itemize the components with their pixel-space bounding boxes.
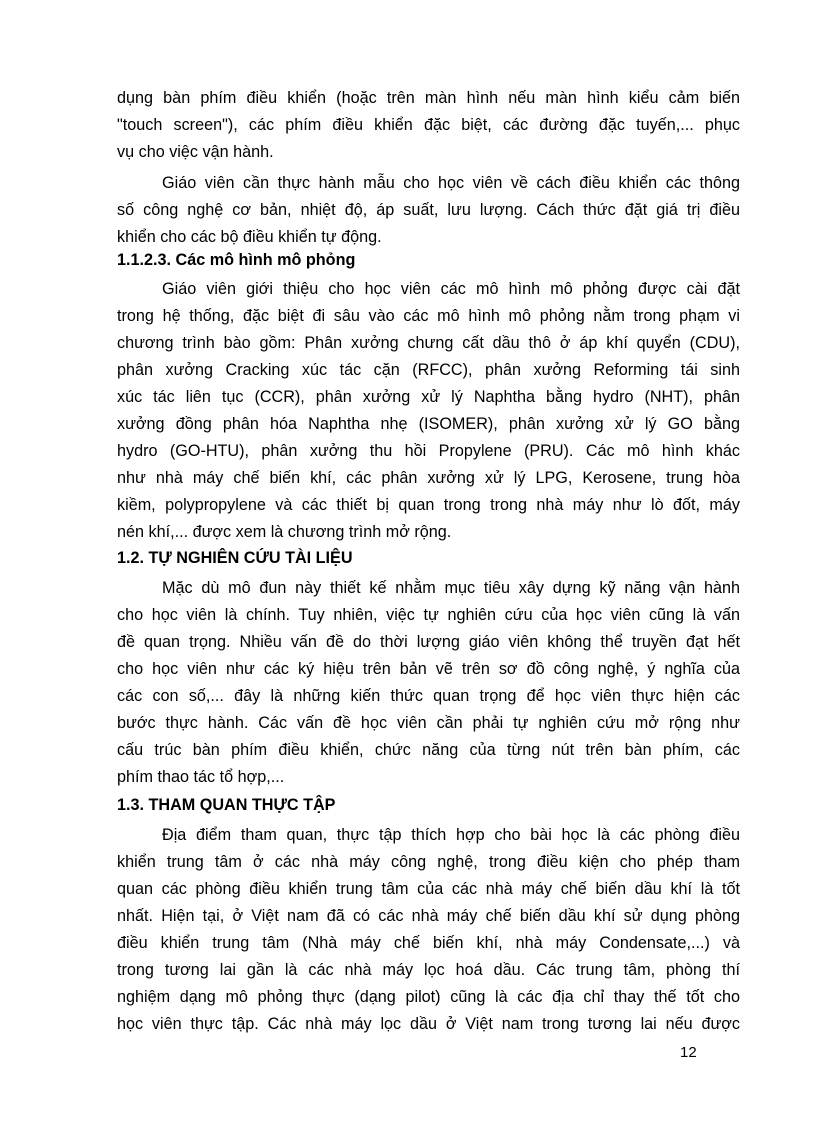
- paragraph-line: học viên thực tập. Các nhà máy lọc dầu ở Việt nam trong tương lai nếu được: [117, 1015, 740, 1033]
- paragraph-line: các con số,... đây là những kiến thức quan trọng để học viên thực hiện các: [117, 687, 740, 705]
- paragraph-line: trong hệ thống, đặc biệt đi sâu vào các mô hình mô phỏng nằm trong phạm vi: [117, 307, 740, 325]
- paragraph-line: Mặc dù mô đun này thiết kế nhằm mục tiêu xây dựng kỹ năng vận hành: [162, 579, 740, 597]
- paragraph-line: cho học viên như các ký hiệu trên bản vẽ trên sơ đồ công nghệ, ý nghĩa của: [117, 660, 740, 678]
- paragraph-line: trong tương lai gần là các nhà máy lọc hoá dầu. Các trung tâm, phòng thí: [117, 961, 740, 979]
- paragraph-line: đề quan trọng. Nhiều vấn đề do thời lượng giáo viên không thể truyền đạt hết: [117, 633, 740, 651]
- paragraph-line: dụng bàn phím điều khiển (hoặc trên màn hình nếu màn hình kiểu cảm biến: [117, 89, 740, 107]
- paragraph-line: Địa điểm tham quan, thực tập thích hợp cho bài học là các phòng điều: [162, 826, 740, 844]
- paragraph-line: chương trình bào gồm: Phân xưởng chưng cất dầu thô ở áp khí quyển (CDU),: [117, 334, 740, 352]
- section-heading: 1.1.2.3. Các mô hình mô phỏng: [117, 251, 356, 269]
- paragraph-line: nén khí,... được xem là chương trình mở rộng.: [117, 523, 452, 541]
- section-heading: 1.3. THAM QUAN THỰC TẬP: [117, 796, 336, 814]
- paragraph-line: vụ cho việc vận hành.: [117, 143, 274, 161]
- paragraph-line: Giáo viên giới thiệu cho học viên các mô hình mô phỏng được cài đặt: [162, 280, 740, 298]
- paragraph-line: nhất. Hiện tại, ở Việt nam đã có các nhà máy chế biến dầu khí sử dụng phòng: [117, 907, 740, 925]
- paragraph-line: "touch screen"), các phím điều khiển đặc biệt, các đường đặc tuyến,... phục: [117, 116, 740, 134]
- paragraph-line: kiềm, polypropylene và các thiết bị quan trong trong nhà máy như lò đốt, máy: [117, 496, 740, 514]
- paragraph-line: số công nghệ cơ bản, nhiệt độ, áp suất, lưu lượng. Cách thức đặt giá trị điều: [117, 201, 740, 219]
- paragraph-line: cho học viên là chính. Tuy nhiên, việc tự nghiên cứu của học viên cũng là vấn: [117, 606, 740, 624]
- paragraph-line: xúc tác liên tục (CCR), phân xưởng xử lý Naphtha bằng hydro (NHT), phân: [117, 388, 740, 406]
- paragraph-line: hydro (GO-HTU), phân xưởng thu hồi Propylene (PRU). Các mô hình khác: [117, 442, 740, 460]
- paragraph-line: khiển trung tâm ở các nhà máy công nghệ, trong điều kiện cho phép tham: [117, 853, 740, 871]
- paragraph-line: xưởng đồng phân hóa Naphtha nhẹ (ISOMER), phân xưởng xử lý GO bằng: [117, 415, 740, 433]
- paragraph-line: phím thao tác tổ hợp,...: [117, 768, 285, 786]
- section-heading: 1.2. TỰ NGHIÊN CỨU TÀI LIỆU: [117, 549, 353, 567]
- paragraph-line: nghiệm dạng mô phỏng thực (dạng pilot) cũng là các địa chỉ thay thế tốt cho: [117, 988, 740, 1006]
- paragraph-line: khiển cho các bộ điều khiển tự động.: [117, 228, 382, 246]
- page-number: 12: [680, 1044, 697, 1061]
- paragraph-line: phân xưởng Cracking xúc tác cặn (RFCC), phân xưởng Reforming tái sinh: [117, 361, 740, 379]
- paragraph-line: cấu trúc bàn phím điều khiển, chức năng của từng nút trên bàn phím, các: [117, 741, 740, 759]
- paragraph-line: quan các phòng điều khiển trung tâm của các nhà máy chế biến dầu khí là tốt: [117, 880, 740, 898]
- paragraph-line: Giáo viên cần thực hành mẫu cho học viên về cách điều khiển các thông: [162, 174, 740, 192]
- paragraph-line: bước thực hành. Các vấn đề học viên cần phải tự nghiên cứu mở rộng như: [117, 714, 740, 732]
- paragraph-line: như nhà máy chế biến khí, các phân xưởng xử lý LPG, Kerosene, trung hòa: [117, 469, 740, 487]
- paragraph-line: điều khiển trung tâm (Nhà máy chế biến khí, nhà máy Condensate,...) và: [117, 934, 740, 952]
